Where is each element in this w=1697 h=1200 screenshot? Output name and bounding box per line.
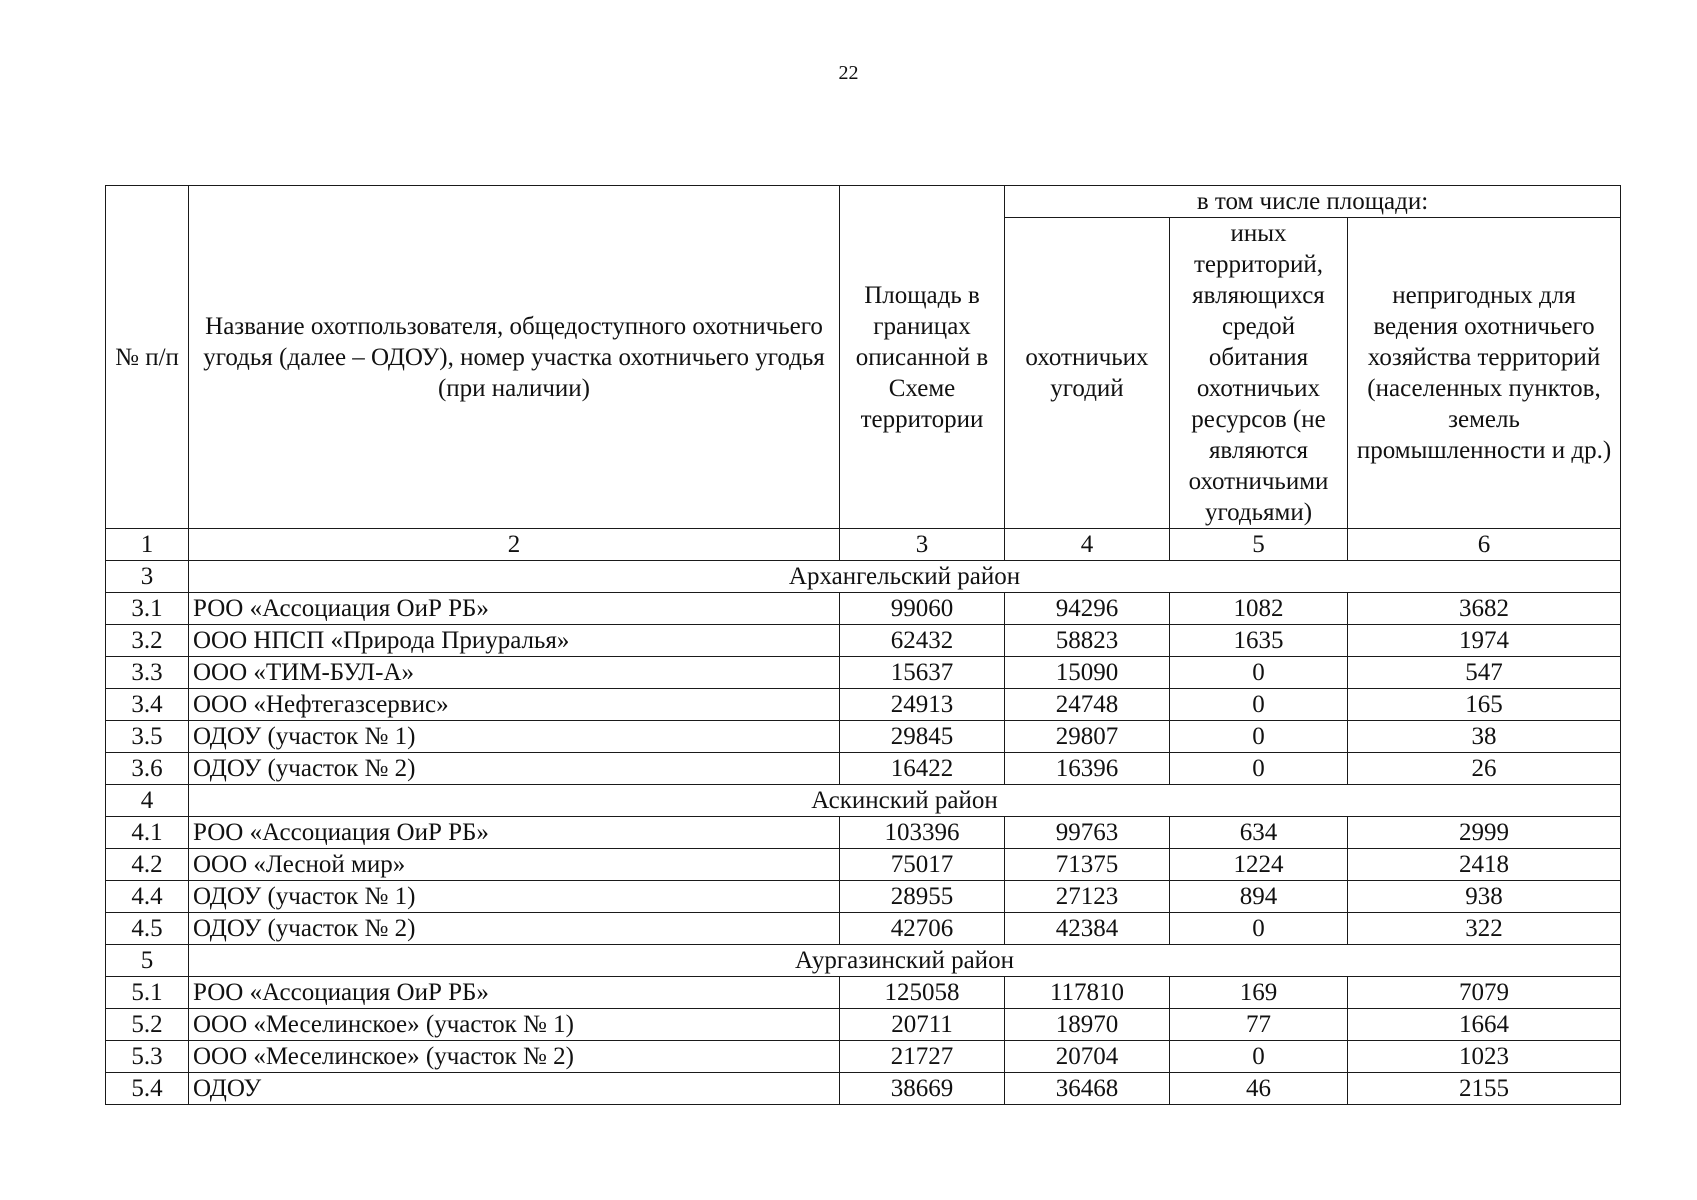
- area-total: 99060: [840, 593, 1005, 625]
- area-unsuitable: 38: [1348, 721, 1621, 753]
- row-number: 5.2: [106, 1009, 189, 1041]
- area-other: 0: [1170, 721, 1348, 753]
- district-row: [106, 785, 1621, 817]
- table-row: [106, 593, 1621, 625]
- area-other: 0: [1170, 1041, 1348, 1073]
- area-unsuitable: 2999: [1348, 817, 1621, 849]
- row-number: 4.4: [106, 881, 189, 913]
- area-other: 0: [1170, 689, 1348, 721]
- area-other: 1635: [1170, 625, 1348, 657]
- page-number: 22: [838, 62, 859, 84]
- column-number: 4: [1005, 529, 1170, 561]
- area-unsuitable: 3682: [1348, 593, 1621, 625]
- header-col-unsuitable: непригодных для ведения охотничьего хозяйства территорий (населенных пунктов, земель промышленности и др.): [1348, 218, 1621, 529]
- area-total: 24913: [840, 689, 1005, 721]
- area-total: 28955: [840, 881, 1005, 913]
- hunter-name: ОДОУ (участок № 1): [189, 721, 840, 753]
- row-number: 5.3: [106, 1041, 189, 1073]
- row-number: 3.3: [106, 657, 189, 689]
- row-number: 4.5: [106, 913, 189, 945]
- hunter-name: ООО НПСП «Природа Приуралья»: [189, 625, 840, 657]
- district-number: 4: [106, 785, 189, 817]
- district-number: 3: [106, 561, 189, 593]
- column-number: 6: [1348, 529, 1621, 561]
- area-other: 0: [1170, 753, 1348, 785]
- area-unsuitable: 1664: [1348, 1009, 1621, 1041]
- area-hunting: 42384: [1005, 913, 1170, 945]
- area-total: 103396: [840, 817, 1005, 849]
- area-total: 125058: [840, 977, 1005, 1009]
- area-unsuitable: 2155: [1348, 1073, 1621, 1105]
- table-row: [106, 849, 1621, 881]
- column-number: 3: [840, 529, 1005, 561]
- hunter-name: ООО «ТИМ-БУЛ-А»: [189, 657, 840, 689]
- area-hunting: 20704: [1005, 1041, 1170, 1073]
- row-number: 5.1: [106, 977, 189, 1009]
- row-number: 3.2: [106, 625, 189, 657]
- area-total: 42706: [840, 913, 1005, 945]
- area-hunting: 99763: [1005, 817, 1170, 849]
- table-row: [106, 689, 1621, 721]
- hunter-name: ООО «Лесной мир»: [189, 849, 840, 881]
- table-row: [106, 977, 1621, 1009]
- area-other: 1082: [1170, 593, 1348, 625]
- district-name: Аскинский район: [189, 785, 1621, 817]
- row-number: 3.6: [106, 753, 189, 785]
- hunter-name: РОО «Ассоциация ОиР РБ»: [189, 817, 840, 849]
- area-hunting: 36468: [1005, 1073, 1170, 1105]
- hunter-name: ООО «Нефтегазсервис»: [189, 689, 840, 721]
- row-number: 3.1: [106, 593, 189, 625]
- area-other: 169: [1170, 977, 1348, 1009]
- header-col-area: Площадь в границах описанной в Схеме территории: [840, 186, 1005, 529]
- area-hunting: 29807: [1005, 721, 1170, 753]
- table-row: [106, 1009, 1621, 1041]
- table-row: [106, 1073, 1621, 1105]
- area-unsuitable: 7079: [1348, 977, 1621, 1009]
- area-hunting: 58823: [1005, 625, 1170, 657]
- area-unsuitable: 26: [1348, 753, 1621, 785]
- header-col-name: Название охотпользователя, общедоступного охотничьего угодья (далее – ОДОУ), номер участка охотничьего угодья (при наличии): [189, 186, 840, 529]
- area-unsuitable: 165: [1348, 689, 1621, 721]
- area-other: 634: [1170, 817, 1348, 849]
- table-row: [106, 913, 1621, 945]
- table-row: [106, 753, 1621, 785]
- area-total: 38669: [840, 1073, 1005, 1105]
- table-row: [106, 625, 1621, 657]
- table-body: [106, 529, 1621, 1105]
- header-col-num: № п/п: [106, 186, 189, 529]
- area-other: 1224: [1170, 849, 1348, 881]
- column-number: 2: [189, 529, 840, 561]
- table-row: [106, 881, 1621, 913]
- hunter-name: ООО «Меселинское» (участок № 2): [189, 1041, 840, 1073]
- hunter-name: ОДОУ: [189, 1073, 840, 1105]
- hunting-area-table: [105, 185, 1621, 1105]
- table-row: [106, 721, 1621, 753]
- area-hunting: 18970: [1005, 1009, 1170, 1041]
- area-other: 46: [1170, 1073, 1348, 1105]
- area-hunting: 71375: [1005, 849, 1170, 881]
- table-row: [106, 657, 1621, 689]
- area-other: 77: [1170, 1009, 1348, 1041]
- area-total: 75017: [840, 849, 1005, 881]
- hunter-name: ОДОУ (участок № 2): [189, 753, 840, 785]
- area-unsuitable: 322: [1348, 913, 1621, 945]
- header-col-other: иных территорий, являющихся средой обитания охотничьих ресурсов (не являются охотничьими угодьями): [1170, 218, 1348, 529]
- area-hunting: 15090: [1005, 657, 1170, 689]
- district-number: 5: [106, 945, 189, 977]
- district-row: [106, 945, 1621, 977]
- district-name: Архангельский район: [189, 561, 1621, 593]
- area-total: 29845: [840, 721, 1005, 753]
- row-number: 3.4: [106, 689, 189, 721]
- row-number: 4.1: [106, 817, 189, 849]
- area-hunting: 27123: [1005, 881, 1170, 913]
- area-hunting: 16396: [1005, 753, 1170, 785]
- area-unsuitable: 1023: [1348, 1041, 1621, 1073]
- area-other: 894: [1170, 881, 1348, 913]
- header-col-hunting: охотничьих угодий: [1005, 218, 1170, 529]
- area-unsuitable: 2418: [1348, 849, 1621, 881]
- column-number-row: [106, 529, 1621, 561]
- area-unsuitable: 1974: [1348, 625, 1621, 657]
- hunter-name: ОДОУ (участок № 1): [189, 881, 840, 913]
- hunter-name: ООО «Меселинское» (участок № 1): [189, 1009, 840, 1041]
- row-number: 5.4: [106, 1073, 189, 1105]
- area-other: 0: [1170, 913, 1348, 945]
- district-row: [106, 561, 1621, 593]
- row-number: 3.5: [106, 721, 189, 753]
- district-name: Аургазинский район: [189, 945, 1621, 977]
- area-total: 21727: [840, 1041, 1005, 1073]
- row-number: 4.2: [106, 849, 189, 881]
- area-total: 16422: [840, 753, 1005, 785]
- hunter-name: РОО «Ассоциация ОиР РБ»: [189, 593, 840, 625]
- table-row: [106, 1041, 1621, 1073]
- header-group-label: в том числе площади:: [1005, 186, 1621, 218]
- area-hunting: 117810: [1005, 977, 1170, 1009]
- column-number: 5: [1170, 529, 1348, 561]
- area-total: 20711: [840, 1009, 1005, 1041]
- area-unsuitable: 938: [1348, 881, 1621, 913]
- hunter-name: ОДОУ (участок № 2): [189, 913, 840, 945]
- table-row: [106, 817, 1621, 849]
- area-total: 15637: [840, 657, 1005, 689]
- area-hunting: 94296: [1005, 593, 1170, 625]
- area-total: 62432: [840, 625, 1005, 657]
- area-unsuitable: 547: [1348, 657, 1621, 689]
- hunter-name: РОО «Ассоциация ОиР РБ»: [189, 977, 840, 1009]
- area-other: 0: [1170, 657, 1348, 689]
- column-number: 1: [106, 529, 189, 561]
- area-hunting: 24748: [1005, 689, 1170, 721]
